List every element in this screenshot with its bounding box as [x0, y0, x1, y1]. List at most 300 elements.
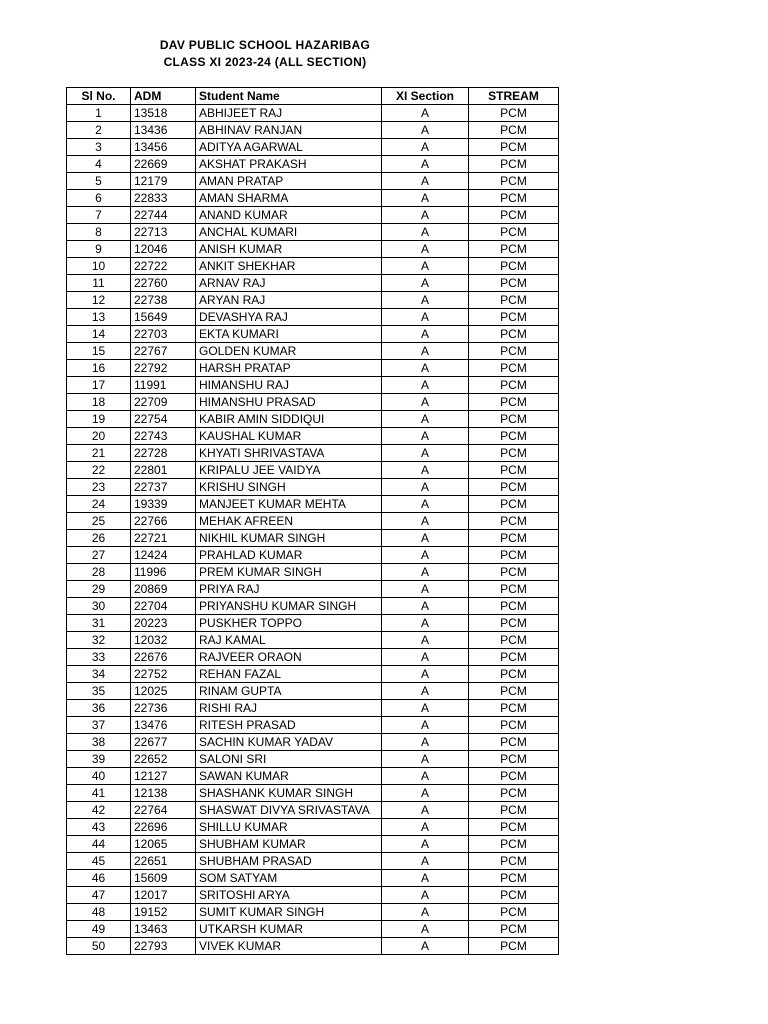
cell-section: A: [382, 190, 469, 207]
cell-section: A: [382, 547, 469, 564]
cell-sl-no: 44: [67, 836, 131, 853]
cell-stream: PCM: [469, 853, 559, 870]
cell-section: A: [382, 921, 469, 938]
cell-adm: 12017: [131, 887, 196, 904]
table-row: [67, 411, 559, 428]
cell-stream: PCM: [469, 598, 559, 615]
table-row: [67, 309, 559, 326]
cell-section: A: [382, 292, 469, 309]
cell-adm: 19339: [131, 496, 196, 513]
cell-section: A: [382, 139, 469, 156]
cell-adm: 22793: [131, 938, 196, 955]
cell-student-name: SRITOSHI ARYA: [196, 887, 382, 904]
cell-student-name: AMAN SHARMA: [196, 190, 382, 207]
cell-adm: 22760: [131, 275, 196, 292]
cell-section: A: [382, 700, 469, 717]
cell-adm: 12032: [131, 632, 196, 649]
cell-sl-no: 4: [67, 156, 131, 173]
table-row: [67, 326, 559, 343]
cell-sl-no: 15: [67, 343, 131, 360]
cell-student-name: KAUSHAL KUMAR: [196, 428, 382, 445]
cell-adm: 22704: [131, 598, 196, 615]
table-row: [67, 513, 559, 530]
table-row: [67, 428, 559, 445]
cell-student-name: AMAN PRATAP: [196, 173, 382, 190]
cell-sl-no: 10: [67, 258, 131, 275]
cell-student-name: KABIR AMIN SIDDIQUI: [196, 411, 382, 428]
cell-adm: 13518: [131, 105, 196, 122]
cell-student-name: PRAHLAD KUMAR: [196, 547, 382, 564]
cell-stream: PCM: [469, 717, 559, 734]
table-row: [67, 751, 559, 768]
cell-stream: PCM: [469, 190, 559, 207]
cell-sl-no: 22: [67, 462, 131, 479]
table-row: [67, 666, 559, 683]
cell-student-name: KRIPALU JEE VAIDYA: [196, 462, 382, 479]
table-row: [67, 904, 559, 921]
table-row: [67, 377, 559, 394]
cell-stream: PCM: [469, 173, 559, 190]
cell-adm: 22713: [131, 224, 196, 241]
cell-adm: 13476: [131, 717, 196, 734]
cell-sl-no: 48: [67, 904, 131, 921]
cell-adm: 22738: [131, 292, 196, 309]
table-row: [67, 615, 559, 632]
cell-section: A: [382, 870, 469, 887]
cell-adm: 22766: [131, 513, 196, 530]
cell-adm: 22722: [131, 258, 196, 275]
cell-stream: PCM: [469, 751, 559, 768]
cell-student-name: SHILLU KUMAR: [196, 819, 382, 836]
cell-section: A: [382, 836, 469, 853]
table-row: [67, 292, 559, 309]
cell-stream: PCM: [469, 683, 559, 700]
cell-student-name: ARYAN RAJ: [196, 292, 382, 309]
cell-sl-no: 3: [67, 139, 131, 156]
header-xi-section: XI Section: [382, 88, 469, 105]
cell-sl-no: 12: [67, 292, 131, 309]
cell-adm: 22703: [131, 326, 196, 343]
cell-section: A: [382, 275, 469, 292]
cell-stream: PCM: [469, 462, 559, 479]
cell-adm: 12179: [131, 173, 196, 190]
cell-sl-no: 45: [67, 853, 131, 870]
table-row: [67, 887, 559, 904]
cell-stream: PCM: [469, 904, 559, 921]
cell-adm: 22833: [131, 190, 196, 207]
cell-adm: 13436: [131, 122, 196, 139]
cell-stream: PCM: [469, 581, 559, 598]
cell-stream: PCM: [469, 445, 559, 462]
table-row: [67, 156, 559, 173]
cell-student-name: SOM SATYAM: [196, 870, 382, 887]
cell-adm: 11991: [131, 377, 196, 394]
table-row: [67, 462, 559, 479]
cell-sl-no: 23: [67, 479, 131, 496]
cell-stream: PCM: [469, 819, 559, 836]
cell-adm: 22669: [131, 156, 196, 173]
cell-student-name: ABHINAV RANJAN: [196, 122, 382, 139]
cell-student-name: RINAM GUPTA: [196, 683, 382, 700]
cell-student-name: VIVEK KUMAR: [196, 938, 382, 955]
cell-sl-no: 9: [67, 241, 131, 258]
cell-sl-no: 33: [67, 649, 131, 666]
cell-student-name: MANJEET KUMAR MEHTA: [196, 496, 382, 513]
cell-adm: 12138: [131, 785, 196, 802]
cell-section: A: [382, 173, 469, 190]
cell-stream: PCM: [469, 275, 559, 292]
table-body: [67, 105, 559, 955]
cell-section: A: [382, 445, 469, 462]
cell-stream: PCM: [469, 139, 559, 156]
cell-sl-no: 24: [67, 496, 131, 513]
cell-adm: 15609: [131, 870, 196, 887]
table-row: [67, 207, 559, 224]
cell-sl-no: 31: [67, 615, 131, 632]
cell-sl-no: 26: [67, 530, 131, 547]
cell-student-name: SHASWAT DIVYA SRIVASTAVA: [196, 802, 382, 819]
table-row: [67, 564, 559, 581]
cell-section: A: [382, 122, 469, 139]
cell-student-name: REHAN FAZAL: [196, 666, 382, 683]
cell-adm: 22652: [131, 751, 196, 768]
cell-section: A: [382, 258, 469, 275]
table-row: [67, 632, 559, 649]
cell-stream: PCM: [469, 394, 559, 411]
cell-section: A: [382, 309, 469, 326]
cell-student-name: HARSH PRATAP: [196, 360, 382, 377]
cell-adm: 12025: [131, 683, 196, 700]
cell-sl-no: 7: [67, 207, 131, 224]
cell-section: A: [382, 462, 469, 479]
cell-stream: PCM: [469, 496, 559, 513]
table-row: [67, 853, 559, 870]
table-row: [67, 275, 559, 292]
table-row: [67, 938, 559, 955]
cell-adm: 22792: [131, 360, 196, 377]
cell-student-name: ANISH KUMAR: [196, 241, 382, 258]
cell-section: A: [382, 513, 469, 530]
cell-student-name: EKTA KUMARI: [196, 326, 382, 343]
cell-stream: PCM: [469, 649, 559, 666]
cell-sl-no: 30: [67, 598, 131, 615]
cell-student-name: AKSHAT PRAKASH: [196, 156, 382, 173]
cell-adm: 22801: [131, 462, 196, 479]
cell-student-name: UTKARSH KUMAR: [196, 921, 382, 938]
cell-adm: 22696: [131, 819, 196, 836]
cell-sl-no: 17: [67, 377, 131, 394]
cell-student-name: RISHI RAJ: [196, 700, 382, 717]
cell-sl-no: 36: [67, 700, 131, 717]
table-row: [67, 547, 559, 564]
cell-section: A: [382, 683, 469, 700]
cell-adm: 12065: [131, 836, 196, 853]
cell-student-name: HIMANSHU RAJ: [196, 377, 382, 394]
cell-stream: PCM: [469, 105, 559, 122]
cell-section: A: [382, 394, 469, 411]
cell-adm: 20223: [131, 615, 196, 632]
cell-adm: 22764: [131, 802, 196, 819]
cell-section: A: [382, 751, 469, 768]
cell-stream: PCM: [469, 615, 559, 632]
cell-student-name: SAWAN KUMAR: [196, 768, 382, 785]
cell-section: A: [382, 819, 469, 836]
cell-stream: PCM: [469, 870, 559, 887]
cell-sl-no: 32: [67, 632, 131, 649]
student-roster-table: [66, 87, 559, 955]
cell-stream: PCM: [469, 836, 559, 853]
cell-section: A: [382, 598, 469, 615]
cell-stream: PCM: [469, 887, 559, 904]
cell-student-name: PRIYANSHU KUMAR SINGH: [196, 598, 382, 615]
cell-adm: 22767: [131, 343, 196, 360]
table-row: [67, 768, 559, 785]
cell-sl-no: 29: [67, 581, 131, 598]
cell-section: A: [382, 768, 469, 785]
cell-student-name: SHASHANK KUMAR SINGH: [196, 785, 382, 802]
cell-sl-no: 42: [67, 802, 131, 819]
cell-stream: PCM: [469, 292, 559, 309]
cell-student-name: RAJ KAMAL: [196, 632, 382, 649]
cell-section: A: [382, 530, 469, 547]
cell-section: A: [382, 360, 469, 377]
table-row: [67, 224, 559, 241]
cell-section: A: [382, 207, 469, 224]
cell-section: A: [382, 581, 469, 598]
cell-sl-no: 11: [67, 275, 131, 292]
cell-student-name: DEVASHYA RAJ: [196, 309, 382, 326]
cell-student-name: HIMANSHU PRASAD: [196, 394, 382, 411]
cell-section: A: [382, 156, 469, 173]
cell-sl-no: 27: [67, 547, 131, 564]
cell-sl-no: 35: [67, 683, 131, 700]
cell-student-name: SACHIN KUMAR YADAV: [196, 734, 382, 751]
cell-sl-no: 40: [67, 768, 131, 785]
table-row: [67, 139, 559, 156]
table-row: [67, 479, 559, 496]
cell-stream: PCM: [469, 666, 559, 683]
table-row: [67, 258, 559, 275]
table-row: [67, 802, 559, 819]
cell-sl-no: 25: [67, 513, 131, 530]
cell-student-name: NIKHIL KUMAR SINGH: [196, 530, 382, 547]
cell-section: A: [382, 564, 469, 581]
cell-sl-no: 19: [67, 411, 131, 428]
cell-stream: PCM: [469, 224, 559, 241]
cell-adm: 19152: [131, 904, 196, 921]
cell-adm: 22736: [131, 700, 196, 717]
cell-adm: 22737: [131, 479, 196, 496]
cell-sl-no: 14: [67, 326, 131, 343]
cell-stream: PCM: [469, 632, 559, 649]
cell-student-name: PRIYA RAJ: [196, 581, 382, 598]
cell-section: A: [382, 904, 469, 921]
header-stream: STREAM: [469, 88, 559, 105]
cell-adm: 22728: [131, 445, 196, 462]
table-row: [67, 241, 559, 258]
cell-sl-no: 38: [67, 734, 131, 751]
cell-student-name: SUMIT KUMAR SINGH: [196, 904, 382, 921]
cell-adm: 11996: [131, 564, 196, 581]
table-row: [67, 496, 559, 513]
table-row: [67, 717, 559, 734]
header-student-name: Student Name: [196, 88, 382, 105]
cell-adm: 20869: [131, 581, 196, 598]
cell-student-name: PUSKHER TOPPO: [196, 615, 382, 632]
cell-stream: PCM: [469, 428, 559, 445]
cell-adm: 12046: [131, 241, 196, 258]
cell-section: A: [382, 666, 469, 683]
cell-stream: PCM: [469, 122, 559, 139]
cell-stream: PCM: [469, 513, 559, 530]
cell-section: A: [382, 496, 469, 513]
cell-stream: PCM: [469, 241, 559, 258]
table-row: [67, 819, 559, 836]
cell-section: A: [382, 343, 469, 360]
table-row: [67, 530, 559, 547]
table-row: [67, 343, 559, 360]
cell-adm: 22752: [131, 666, 196, 683]
cell-stream: PCM: [469, 802, 559, 819]
cell-stream: PCM: [469, 326, 559, 343]
cell-adm: 13456: [131, 139, 196, 156]
cell-section: A: [382, 717, 469, 734]
cell-section: A: [382, 326, 469, 343]
cell-adm: 15649: [131, 309, 196, 326]
cell-student-name: RITESH PRASAD: [196, 717, 382, 734]
cell-stream: PCM: [469, 547, 559, 564]
cell-section: A: [382, 411, 469, 428]
table-row: [67, 649, 559, 666]
cell-section: A: [382, 105, 469, 122]
header-sl-no: Sl No.: [67, 88, 131, 105]
cell-sl-no: 18: [67, 394, 131, 411]
cell-section: A: [382, 479, 469, 496]
cell-adm: 22754: [131, 411, 196, 428]
cell-student-name: RAJVEER ORAON: [196, 649, 382, 666]
cell-sl-no: 50: [67, 938, 131, 955]
cell-sl-no: 5: [67, 173, 131, 190]
table-row: [67, 122, 559, 139]
table-row: [67, 700, 559, 717]
cell-student-name: SALONI SRI: [196, 751, 382, 768]
cell-stream: PCM: [469, 360, 559, 377]
cell-sl-no: 49: [67, 921, 131, 938]
cell-sl-no: 39: [67, 751, 131, 768]
cell-adm: 22721: [131, 530, 196, 547]
cell-section: A: [382, 632, 469, 649]
table-row: [67, 190, 559, 207]
cell-adm: 12424: [131, 547, 196, 564]
cell-sl-no: 41: [67, 785, 131, 802]
cell-sl-no: 20: [67, 428, 131, 445]
school-title: DAV PUBLIC SCHOOL HAZARIBAG: [159, 38, 371, 52]
cell-section: A: [382, 938, 469, 955]
cell-student-name: ANAND KUMAR: [196, 207, 382, 224]
table-row: [67, 921, 559, 938]
cell-student-name: ANKIT SHEKHAR: [196, 258, 382, 275]
cell-student-name: KHYATI SHRIVASTAVA: [196, 445, 382, 462]
cell-student-name: ABHIJEET RAJ: [196, 105, 382, 122]
cell-sl-no: 21: [67, 445, 131, 462]
cell-stream: PCM: [469, 734, 559, 751]
table-row: [67, 870, 559, 887]
cell-stream: PCM: [469, 343, 559, 360]
table-header-row: [67, 88, 559, 105]
cell-sl-no: 6: [67, 190, 131, 207]
table-row: [67, 394, 559, 411]
cell-stream: PCM: [469, 258, 559, 275]
cell-stream: PCM: [469, 921, 559, 938]
cell-sl-no: 8: [67, 224, 131, 241]
cell-stream: PCM: [469, 785, 559, 802]
table-row: [67, 683, 559, 700]
cell-section: A: [382, 224, 469, 241]
cell-student-name: ARNAV RAJ: [196, 275, 382, 292]
cell-section: A: [382, 887, 469, 904]
cell-stream: PCM: [469, 377, 559, 394]
cell-sl-no: 34: [67, 666, 131, 683]
cell-adm: 22651: [131, 853, 196, 870]
cell-stream: PCM: [469, 768, 559, 785]
cell-section: A: [382, 615, 469, 632]
header-adm: ADM: [131, 88, 196, 105]
cell-stream: PCM: [469, 700, 559, 717]
cell-section: A: [382, 649, 469, 666]
cell-student-name: ANCHAL KUMARI: [196, 224, 382, 241]
cell-student-name: GOLDEN KUMAR: [196, 343, 382, 360]
cell-adm: 22744: [131, 207, 196, 224]
cell-adm: 12127: [131, 768, 196, 785]
table-row: [67, 445, 559, 462]
cell-sl-no: 46: [67, 870, 131, 887]
table-row: [67, 785, 559, 802]
cell-stream: PCM: [469, 479, 559, 496]
cell-stream: PCM: [469, 411, 559, 428]
cell-sl-no: 28: [67, 564, 131, 581]
cell-adm: 13463: [131, 921, 196, 938]
table-row: [67, 360, 559, 377]
cell-student-name: SHUBHAM PRASAD: [196, 853, 382, 870]
cell-adm: 22709: [131, 394, 196, 411]
cell-sl-no: 2: [67, 122, 131, 139]
cell-section: A: [382, 785, 469, 802]
cell-sl-no: 16: [67, 360, 131, 377]
cell-student-name: MEHAK AFREEN: [196, 513, 382, 530]
cell-adm: 22676: [131, 649, 196, 666]
cell-student-name: KRISHU SINGH: [196, 479, 382, 496]
table-row: [67, 581, 559, 598]
table-row: [67, 105, 559, 122]
cell-stream: PCM: [469, 938, 559, 955]
cell-section: A: [382, 428, 469, 445]
table-row: [67, 734, 559, 751]
cell-sl-no: 13: [67, 309, 131, 326]
table-row: [67, 836, 559, 853]
cell-sl-no: 43: [67, 819, 131, 836]
cell-stream: PCM: [469, 564, 559, 581]
cell-sl-no: 47: [67, 887, 131, 904]
cell-section: A: [382, 377, 469, 394]
cell-section: A: [382, 734, 469, 751]
cell-stream: PCM: [469, 156, 559, 173]
table-row: [67, 598, 559, 615]
cell-student-name: SHUBHAM KUMAR: [196, 836, 382, 853]
class-subtitle: CLASS XI 2023-24 (ALL SECTION): [163, 55, 367, 69]
cell-stream: PCM: [469, 309, 559, 326]
cell-section: A: [382, 802, 469, 819]
cell-stream: PCM: [469, 207, 559, 224]
